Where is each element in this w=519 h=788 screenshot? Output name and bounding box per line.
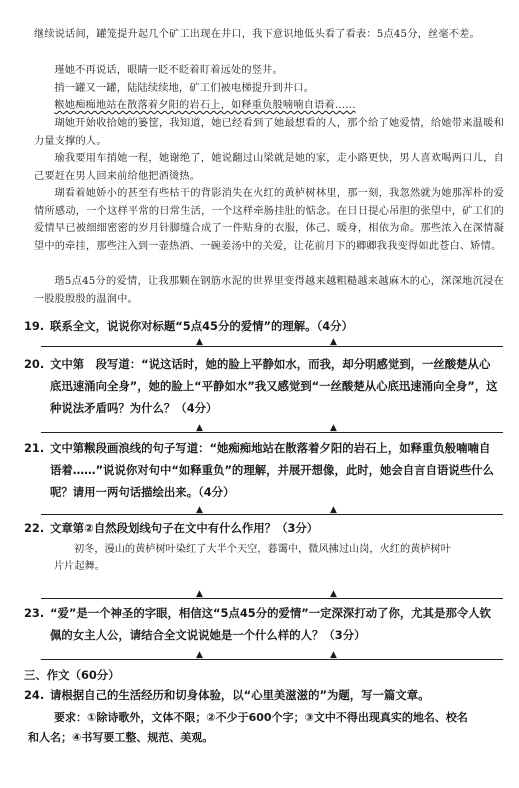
passage-p3: 捎一罐又一罐，陆陆续续地，矿工们被电梯提升到井口。 [54, 83, 315, 94]
answer-line[interactable] [41, 432, 503, 433]
answer-marker: ▲ [196, 337, 203, 347]
question-22 [24, 517, 504, 539]
question-number: 23. [24, 606, 45, 620]
answer-line[interactable] [41, 659, 503, 660]
question-21-line2: 语着……”说说你对句中“如释重负”的理解，并展开想像，此时，她会自言自语说些什么 [50, 463, 494, 477]
answer-line[interactable] [41, 514, 503, 515]
question-24 [24, 684, 504, 706]
answer-line[interactable] [41, 346, 503, 347]
question-number: 24. [24, 688, 45, 702]
section-title: 三、作文（60分） [24, 668, 120, 682]
passage-p7: 瑚看着她娇小的甚至有些枯干的背影消失在火红的黄栌树林里，那一刻，我忽然就为她那浑朴的爱情所感动，一个这样平常的日常生活，一个这样牵肠挂肚的惦念。在日日提心吊胆的张望中，矿工们的爱情早已被细细密密的岁月针脚缝合成了一件贴身的衣服，体己、暖身，相依为命。那些浓入在深情凝望中的牵挂，那些注入到一壶热酒、一碗姜汤中的关爱，让花前月下的卿卿我我变得如此苍白、矫情。 [34, 188, 504, 252]
question-number: 19. [24, 319, 45, 333]
question-23 [24, 602, 504, 624]
question-number: 22. [24, 521, 45, 535]
question-20 [24, 353, 504, 375]
passage-p8: 瑎5点45分的爱情，让我那颗在钢筋水泥的世界里变得越来越粗糙越来越麻木的心，深深地沉浸在一股股殷殷的温润中。 [34, 276, 504, 305]
question-20-line2: 底迅速涌向全身”，她的脸上“平静如水”我又感觉到“一丝酸楚从心底迅速涌向全身”，这 [50, 379, 498, 393]
passage-p6: 瑜我要用车捎她一程，她谢绝了，她说翻过山梁就是她的家，走小路更快，男人喜欢喝两口儿，自己要赶在男人回来前给他把酒烫热。 [34, 153, 504, 182]
answer-marker: ▲ [196, 589, 203, 599]
answer-marker: ▲ [196, 505, 203, 515]
answer-line[interactable] [41, 598, 503, 599]
question-text-line1: 文中第 段写道：“说这话时，她的脸上平静如水，而我，却分明感觉到，一丝酸楚从心 [50, 357, 491, 371]
question-number: 21. [24, 441, 45, 455]
question-22-quote-line1: 初冬，漫山的黄栌树叶染红了大半个天空，暮霭中，微风拂过山岗，火红的黄栌树叶 [74, 544, 451, 555]
answer-marker: ▲ [196, 650, 203, 660]
passage-p1: 继续说话间，罐笼提升起几个矿工出现在井口，我下意识地低头看了看表：5点45分，丝毫不差。 [34, 29, 480, 40]
answer-marker: ▲ [330, 505, 337, 515]
question-text: 请根据自己的生活经历和切身体验，以“心里美滋滋的”为题，写一篇文章。 [50, 688, 430, 702]
question-19 [24, 315, 504, 337]
question-text: 联系全文，说说你对标题“5点45分的爱情”的理解。（4分） [50, 319, 353, 333]
question-21 [24, 437, 504, 459]
requirements-line1: 要求：①除诗歌外，文体不限；②不少于600个字；③文中不得出现真实的地名、校名 [54, 711, 468, 724]
question-text: 文章第②自然段划线句子在文中有什么作用？（3分） [50, 521, 319, 535]
question-20-line3: 种说法矛盾吗？为什么？（4分） [50, 401, 218, 415]
passage-p4: 糇她痴痴地站在散落着夕阳的岩石上，如释重负般喃喃自语着…… [54, 100, 356, 111]
answer-marker: ▲ [330, 589, 337, 599]
question-text-line1: “爱”是一个神圣的字眼，相信这“5点45分的爱情”一定深深打动了你，尤其是那令人钦 [50, 606, 492, 620]
answer-marker: ▲ [330, 423, 337, 433]
answer-marker: ▲ [330, 650, 337, 660]
question-22-quote-line2: 片片起舞。 [54, 561, 105, 572]
question-text-line1: 文中第糇段画浪线的句子写道：“她痴痴地站在散落着夕阳的岩石上，如释重负般喃喃自 [50, 441, 491, 455]
answer-marker: ▲ [330, 337, 337, 347]
answer-marker: ▲ [196, 423, 203, 433]
question-21-line3: 呢？请用一两句话描绘出来。（4分） [50, 485, 235, 499]
requirements-line2: 和人名；④书写要工整、规范、美观。 [28, 731, 214, 744]
passage-p5: 瑚她开始收拾她的篓筐，我知道，她已经看到了她最想看的人，那个给了她爱情，给她带来温暖和力量支撑的人。 [34, 118, 504, 147]
passage-p2: 瑾她不再说话，眼睛一眨不眨着盯着远处的竖井。 [54, 65, 283, 76]
question-23-line2: 佩的女主人公，请结合全文说说她是一个什么样的人？（3分） [50, 628, 366, 642]
question-number: 20. [24, 357, 45, 371]
